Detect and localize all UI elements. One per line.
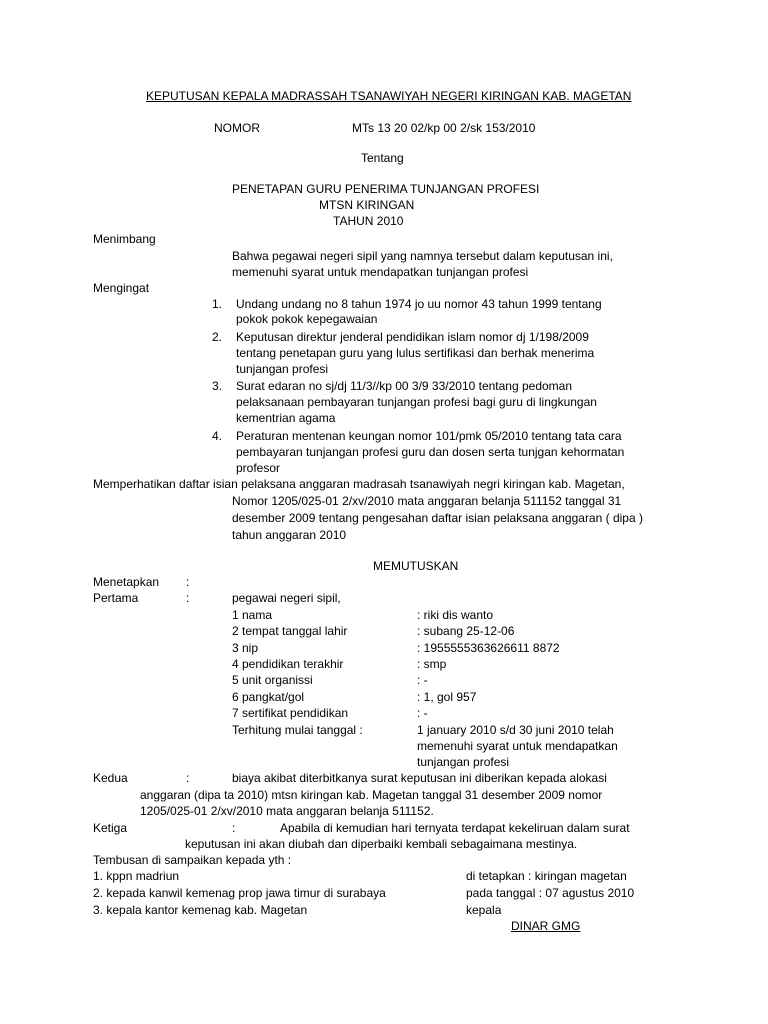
tembusan-title: Tembusan di sampaikan kepada yth : bbox=[93, 853, 292, 867]
terhitung-line-2: memenuhi syarat untuk mendapatkan bbox=[417, 739, 618, 753]
kedua-label: Kedua bbox=[93, 771, 128, 785]
ketiga-colon: : bbox=[232, 821, 236, 835]
pada-tanggal-line: pada tanggal : 07 agustus 2010 bbox=[466, 886, 635, 900]
pertama-text: pegawai negeri sipil, bbox=[232, 591, 341, 605]
kedua-line-2: anggaran (dipa ta 2010) mtsn kiringan kab. Magetan tanggal 31 desember 2009 nomor bbox=[140, 788, 603, 802]
tembusan-item-2: 2. kepada kanwil kemenag prop jawa timur di surabaya bbox=[93, 886, 386, 900]
subject-line-3: TAHUN 2010 bbox=[333, 214, 404, 228]
signer-name: DINAR GMG bbox=[511, 919, 581, 933]
tembusan-item-1: 1. kppn madriun bbox=[93, 869, 180, 883]
memperhatikan-line-1: Memperhatikan daftar isian pelaksana anggaran madrasah tsanawiyah negri kiringan kab. Magetan, bbox=[93, 477, 625, 491]
mengingat-item-4-line-2: pembayaran tunjangan profesi guru dan dosen serta tunjgan kehormatan bbox=[236, 445, 625, 459]
mengingat-item-2-line-1: Keputusan direktur jenderal pendidikan islam nomor dj 1/198/2009 bbox=[236, 330, 589, 344]
mengingat-num-4: 4. bbox=[212, 429, 223, 443]
mengingat-num-1: 1. bbox=[212, 297, 223, 311]
field-label-unit: 5 unit organissi bbox=[232, 673, 313, 687]
memperhatikan-line-4: tahun anggaran 2010 bbox=[232, 528, 347, 542]
ketiga-label: Ketiga bbox=[93, 821, 128, 835]
field-value-unit: : - bbox=[417, 673, 428, 687]
mengingat-item-3-line-2: pelaksanaan pembayaran tunjangan profesi bagi guru di lingkungan bbox=[236, 395, 597, 409]
mengingat-item-2-line-2: tentang penetapan guru yang lulus sertifikasi dan berhak menerima bbox=[236, 346, 595, 360]
mengingat-item-4-line-1: Peraturan mentenan keungan nomor 101/pmk 05/2010 tentang tata cara bbox=[236, 429, 622, 443]
kepala-line: kepala bbox=[466, 903, 502, 917]
mengingat-item-1-line-1: Undang undang no 8 tahun 1974 jo uu nomor 43 tahun 1999 tentang bbox=[236, 297, 602, 311]
field-value-nama: : riki dis wanto bbox=[417, 608, 494, 622]
pertama-colon: : bbox=[186, 591, 190, 605]
field-value-sertifikat: : - bbox=[417, 706, 428, 720]
kedua-line-1: biaya akibat diterbitkanya surat keputusan ini diberikan kepada alokasi bbox=[232, 771, 607, 785]
mengingat-num-3: 3. bbox=[212, 379, 223, 393]
document-title: KEPUTUSAN KEPALA MADRASSAH TSANAWIYAH NEGERI KIRINGAN KAB. MAGETAN bbox=[146, 89, 632, 103]
mengingat-item-2-line-3: tunjangan profesi bbox=[236, 362, 329, 376]
menetapkan-colon: : bbox=[186, 575, 190, 589]
mengingat-label: Mengingat bbox=[93, 281, 150, 295]
mengingat-item-3-line-1: Surat edaran no sj/dj 11/3//kp 00 3/9 33/2010 tentang pedoman bbox=[236, 379, 573, 393]
tentang-heading: Tentang bbox=[361, 151, 404, 165]
mengingat-item-4-line-3: profesor bbox=[236, 461, 281, 475]
ditetapkan-line: di tetapkan : kiringan magetan bbox=[466, 869, 627, 883]
menimbang-line-1: Bahwa pegawai negeri sipil yang namnya tersebut dalam keputusan ini, bbox=[232, 249, 613, 263]
subject-line-1: PENETAPAN GURU PENERIMA TUNJANGAN PROFESI bbox=[232, 182, 540, 196]
menimbang-label: Menimbang bbox=[93, 232, 156, 246]
field-label-nama: 1 nama bbox=[232, 608, 273, 622]
field-value-ttl: : subang 25-12-06 bbox=[417, 624, 515, 638]
field-label-ttl: 2 tempat tanggal lahir bbox=[232, 624, 348, 638]
field-label-pendidikan: 4 pendidikan terakhir bbox=[232, 657, 344, 671]
memperhatikan-line-3: desember 2009 tentang pengesahan daftar isian pelaksana anggaran ( dipa ) bbox=[232, 511, 643, 525]
kedua-line-3: 1205/025-01 2/xv/2010 mata anggaran belanja 511152. bbox=[140, 804, 434, 818]
field-label-pangkat: 6 pangkat/gol bbox=[232, 690, 305, 704]
nomor-label: NOMOR bbox=[214, 121, 260, 135]
memutuskan-heading: MEMUTUSKAN bbox=[373, 559, 459, 573]
mengingat-item-3-line-3: kementrian agama bbox=[236, 411, 336, 425]
memperhatikan-line-2: Nomor 1205/025-01 2/xv/2010 mata anggaran belanja 511152 tanggal 31 bbox=[232, 494, 622, 508]
terhitung-label: Terhitung mulai tanggal : bbox=[232, 723, 363, 737]
menimbang-line-2: memenuhi syarat untuk mendapatkan tunjangan profesi bbox=[232, 265, 529, 279]
kedua-colon: : bbox=[186, 771, 190, 785]
field-value-pendidikan: : smp bbox=[417, 657, 447, 671]
ketiga-line-1: Apabila di kemudian hari ternyata terdapat kekeliruan dalam surat bbox=[280, 821, 630, 835]
mengingat-num-2: 2. bbox=[212, 330, 223, 344]
subject-line-2: MTSN KIRINGAN bbox=[319, 198, 415, 212]
nomor-value: MTs 13 20 02/kp 00 2/sk 153/2010 bbox=[352, 121, 536, 135]
terhitung-line-3: tunjangan profesi bbox=[417, 755, 510, 769]
field-value-nip: : 1955555363626611 8872 bbox=[417, 641, 560, 655]
mengingat-item-1-line-2: pokok pokok kepegawaian bbox=[236, 312, 378, 326]
pertama-label: Pertama bbox=[93, 591, 139, 605]
menetapkan-label: Menetapkan bbox=[93, 575, 160, 589]
field-value-pangkat: : 1, gol 957 bbox=[417, 690, 477, 704]
ketiga-line-2: keputusan ini akan diubah dan diperbaiki kembali sebagaimana mestinya. bbox=[185, 837, 578, 851]
field-label-nip: 3 nip bbox=[232, 641, 259, 655]
field-label-sertifikat: 7 sertifikat pendidikan bbox=[232, 706, 349, 720]
tembusan-item-3: 3. kepala kantor kemenag kab. Magetan bbox=[93, 903, 308, 917]
terhitung-line-1: 1 january 2010 s/d 30 juni 2010 telah bbox=[417, 723, 614, 737]
